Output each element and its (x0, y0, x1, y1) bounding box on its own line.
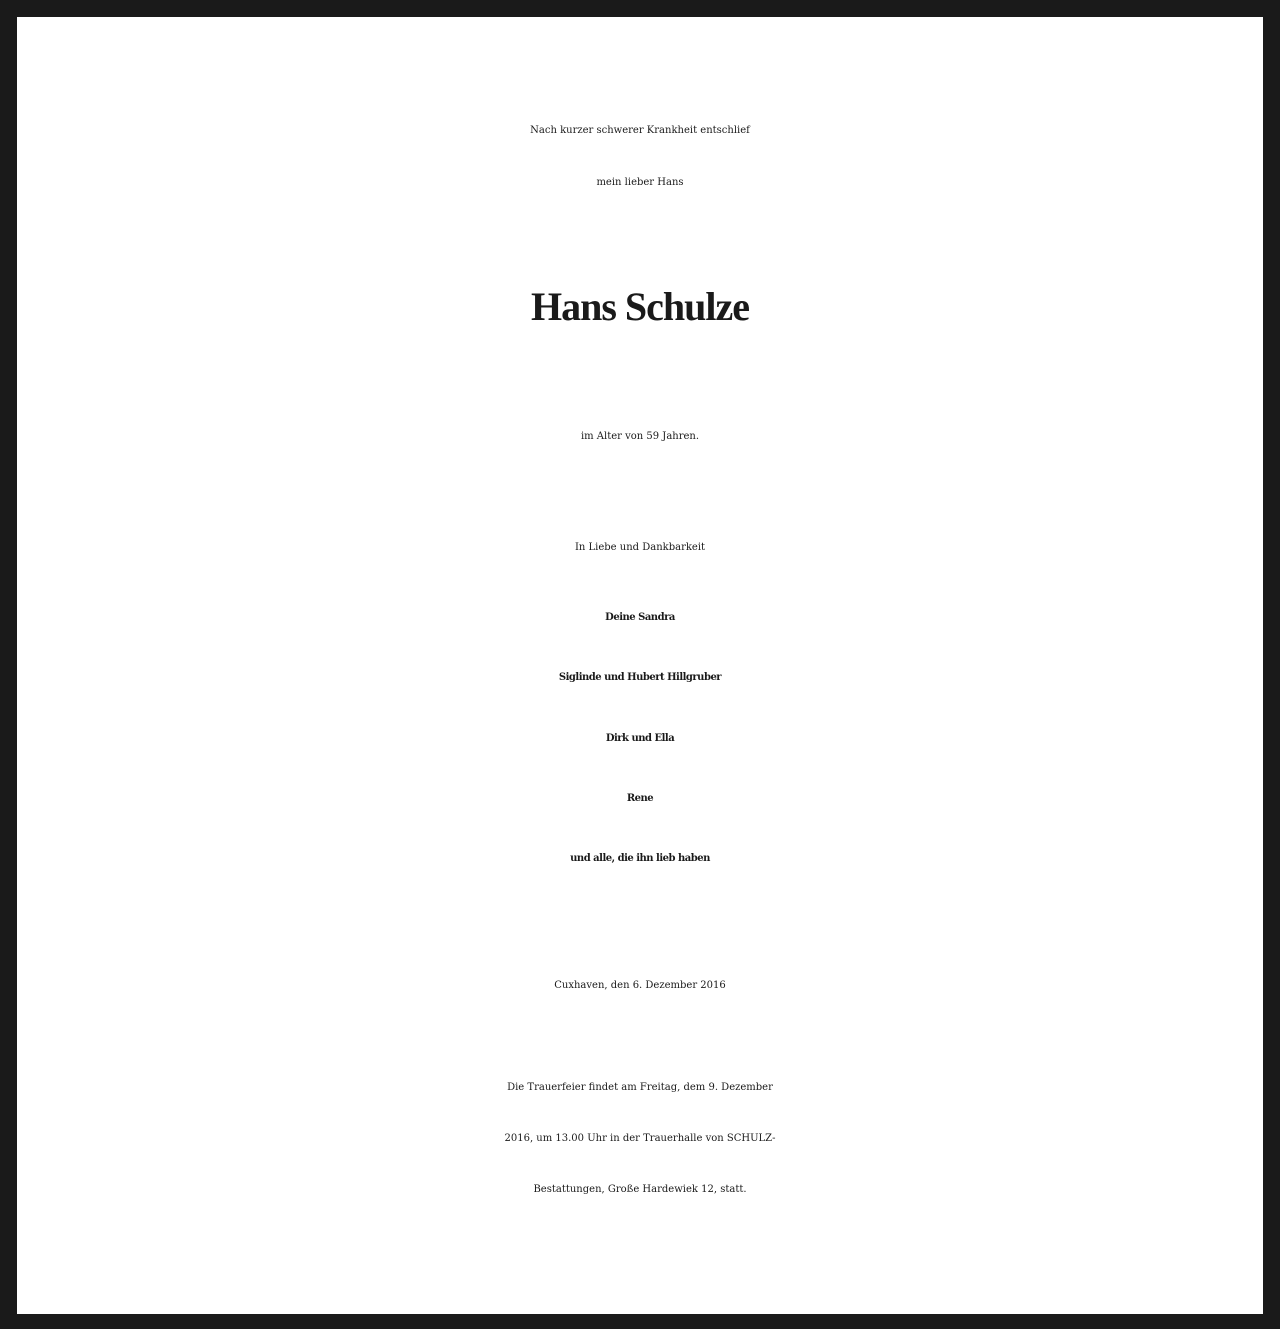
intro-line-2: mein lieber Hans (596, 177, 684, 188)
farewell-phrase: In Liebe und Dankbarkeit (574, 542, 706, 553)
funeral-line-1: Die Trauerfeier findet am Freitag, dem 9. Dezember (507, 1082, 773, 1093)
funeral-line-2: 2016, um 13.00 Uhr in der Trauerhalle von SCHULZ- (504, 1133, 776, 1144)
mourner-line: und alle, die ihn lieb haben (570, 853, 710, 864)
deceased-name: Hans Schulze (530, 284, 750, 329)
intro-line-1: Nach kurzer schwerer Krankheit entschlief (530, 125, 750, 136)
mourner-line: Dirk und Ella (605, 733, 675, 744)
mourner-line: Deine Sandra (605, 612, 675, 623)
mourner-line: Rene (626, 793, 654, 804)
age-line: im Alter von 59 Jahren. (580, 431, 700, 442)
place-date: Cuxhaven, den 6. Dezember 2016 (554, 980, 726, 991)
funeral-line-3: Bestattungen, Große Hardewiek 12, statt. (533, 1184, 747, 1195)
mourner-line: Siglinde und Hubert Hillgruber (558, 672, 722, 683)
